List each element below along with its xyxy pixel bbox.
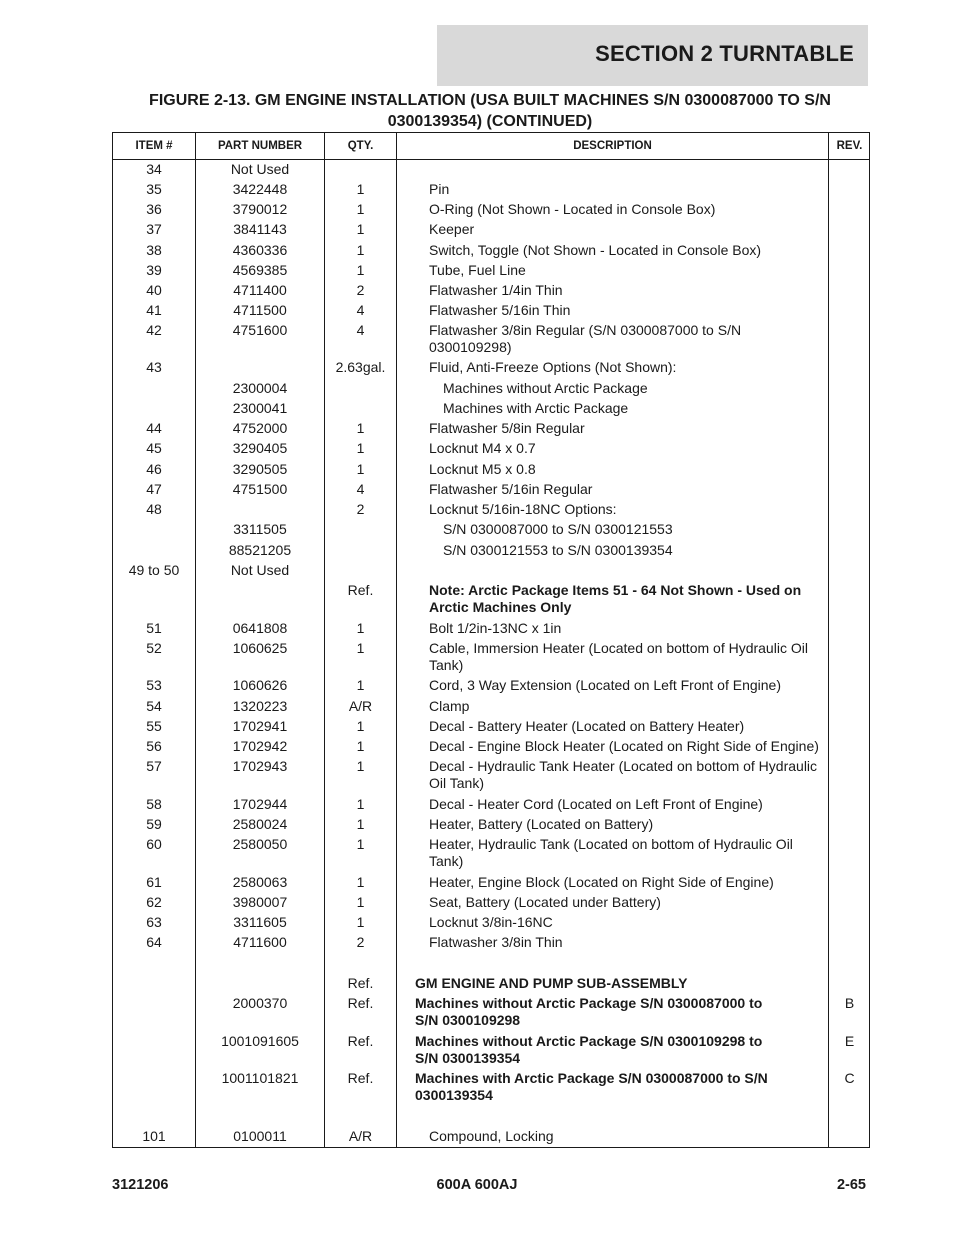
footer-model: 600A 600AJ xyxy=(436,1177,518,1193)
item-number: 59 xyxy=(146,816,162,832)
part-number: 1001091605 xyxy=(221,1033,299,1049)
item-number: 41 xyxy=(146,302,162,318)
footer-page-number: 2-65 xyxy=(836,1177,866,1193)
revision: E xyxy=(844,1033,855,1049)
item-number: 39 xyxy=(146,262,162,278)
part-number: 3290405 xyxy=(232,440,288,456)
quantity: 2 xyxy=(356,501,365,517)
description: GM ENGINE AND PUMP SUB-ASSEMBLY xyxy=(415,975,688,991)
description: S/N 0300121553 to S/N 0300139354 xyxy=(443,542,673,558)
part-number: 3311505 xyxy=(233,521,287,537)
description: Locknut M5 x 0.8 xyxy=(429,461,536,477)
part-number: 0100011 xyxy=(233,1128,287,1144)
item-number: 49 to 50 xyxy=(128,562,180,578)
item-number: 53 xyxy=(146,677,162,693)
quantity: A/R xyxy=(348,698,373,714)
quantity: Ref. xyxy=(347,975,374,991)
description: Decal - Engine Block Heater (Located on Right Side of Engine) xyxy=(429,738,819,754)
description: Fluid, Anti-Freeze Options (Not Shown): xyxy=(429,359,677,375)
description: Machines with Arctic Package S/N 0300087000 to S/N 0300139354 xyxy=(415,1070,768,1103)
part-number: 4711500 xyxy=(233,302,287,318)
quantity: 1 xyxy=(356,440,365,456)
part-number: 1702942 xyxy=(232,738,288,754)
item-number: 47 xyxy=(146,481,162,497)
quantity: 1 xyxy=(356,461,365,477)
description: Cord, 3 Way Extension (Located on Left Front of Engine) xyxy=(429,677,782,693)
quantity: 1 xyxy=(356,420,365,436)
description: Note: Arctic Package Items 51 - 64 Not Shown - Used on Arctic Machines Only xyxy=(429,582,802,615)
quantity: 1 xyxy=(356,894,365,910)
section-header xyxy=(437,25,868,86)
quantity: Ref. xyxy=(347,995,374,1011)
part-number: 1702943 xyxy=(232,758,288,774)
description: Keeper xyxy=(429,221,475,237)
description: Heater, Hydraulic Tank (Located on bottom of Hydraulic Oil Tank) xyxy=(429,836,793,869)
part-number: 1060625 xyxy=(232,640,288,656)
quantity: 1 xyxy=(356,874,365,890)
description: S/N 0300087000 to S/N 0300121553 xyxy=(443,521,673,537)
description: Flatwasher 1/4in Thin xyxy=(429,282,563,298)
description: Machines without Arctic Package S/N 0300087000 to S/N 0300109298 xyxy=(415,995,763,1028)
description: Pin xyxy=(429,181,450,197)
header-rev: REV. xyxy=(836,140,863,152)
item-number: 62 xyxy=(146,894,162,910)
part-number: 2580050 xyxy=(232,836,288,852)
quantity: 1 xyxy=(356,738,365,754)
header-item: ITEM # xyxy=(135,140,173,152)
item-number: 45 xyxy=(146,440,162,456)
part-number: 3841143 xyxy=(233,221,287,237)
part-number: 88521205 xyxy=(228,542,292,558)
quantity: 2 xyxy=(356,934,365,950)
quantity: 1 xyxy=(356,758,365,774)
part-number: 4569385 xyxy=(232,262,288,278)
revision: B xyxy=(844,995,855,1011)
quantity: 2.63gal. xyxy=(335,359,386,375)
item-number: 64 xyxy=(146,934,162,950)
quantity: 2 xyxy=(356,282,365,298)
description: Switch, Toggle (Not Shown - Located in Console Box) xyxy=(429,242,762,258)
quantity: 1 xyxy=(356,262,365,278)
part-number: Not Used xyxy=(230,562,290,578)
description: Bolt 1/2in-13NC x 1in xyxy=(429,620,562,636)
item-number: 52 xyxy=(146,640,162,656)
description: Decal - Battery Heater (Located on Battery Heater) xyxy=(429,718,745,734)
item-number: 56 xyxy=(146,738,162,754)
header-divider xyxy=(113,159,869,160)
description: Flatwasher 5/8in Regular xyxy=(429,420,585,436)
revision: C xyxy=(844,1070,855,1086)
description: Machines without Arctic Package S/N 0300109298 to S/N 0300139354 xyxy=(415,1033,763,1066)
quantity: 1 xyxy=(356,718,365,734)
part-number: 3980007 xyxy=(232,894,288,910)
part-number: Not Used xyxy=(230,161,290,177)
description: Flatwasher 3/8in Regular (S/N 0300087000 to S/N 0300109298) xyxy=(429,322,742,355)
column-divider xyxy=(396,133,397,1147)
description: Flatwasher 3/8in Thin xyxy=(429,934,563,950)
item-number: 57 xyxy=(146,758,162,774)
part-number: 2580063 xyxy=(232,874,288,890)
part-number: 3290505 xyxy=(232,461,288,477)
description: O-Ring (Not Shown - Located in Console Box) xyxy=(429,201,716,217)
quantity: 1 xyxy=(356,796,365,812)
quantity: Ref. xyxy=(347,582,374,598)
quantity: A/R xyxy=(348,1128,373,1144)
quantity: 1 xyxy=(356,836,365,852)
quantity: 1 xyxy=(356,221,365,237)
item-number: 60 xyxy=(146,836,162,852)
part-number: 4360336 xyxy=(232,242,288,258)
quantity: 1 xyxy=(356,677,365,693)
description: Decal - Heater Cord (Located on Left Front of Engine) xyxy=(429,796,763,812)
figure-title: FIGURE 2-13. GM ENGINE INSTALLATION (USA BUILT MACHINES S/N 0300087000 TO S/N 0300139354) (CONTINUED) xyxy=(149,92,831,130)
part-number: 4751600 xyxy=(232,322,288,338)
description: Heater, Engine Block (Located on Right Side of Engine) xyxy=(429,874,774,890)
part-number: 0641808 xyxy=(232,620,288,636)
part-number: 3311605 xyxy=(233,914,287,930)
part-number: 4751500 xyxy=(232,481,288,497)
description: Decal - Hydraulic Tank Heater (Located on bottom of Hydraulic Oil Tank) xyxy=(429,758,818,791)
quantity: 1 xyxy=(356,914,365,930)
quantity: 4 xyxy=(356,322,365,338)
quantity: 4 xyxy=(356,481,365,497)
quantity: 1 xyxy=(356,640,365,656)
part-number: 1001101821 xyxy=(221,1070,299,1086)
item-number: 37 xyxy=(146,221,162,237)
item-number: 43 xyxy=(146,359,162,375)
part-number: 1702941 xyxy=(232,718,288,734)
header-description: DESCRIPTION xyxy=(573,140,652,152)
part-number: 4752000 xyxy=(232,420,288,436)
description: Locknut M4 x 0.7 xyxy=(429,440,536,456)
item-number: 40 xyxy=(146,282,162,298)
item-number: 58 xyxy=(146,796,162,812)
footer-doc-number: 3121206 xyxy=(112,1177,169,1193)
part-number: 3790012 xyxy=(232,201,288,217)
description: Tube, Fuel Line xyxy=(429,262,526,278)
part-number: 2300041 xyxy=(232,400,288,416)
item-number: 46 xyxy=(146,461,162,477)
description: Compound, Locking xyxy=(429,1128,554,1144)
item-number: 54 xyxy=(146,698,162,714)
description: Flatwasher 5/16in Thin xyxy=(429,302,571,318)
quantity: Ref. xyxy=(347,1070,374,1086)
description: Locknut 3/8in-16NC xyxy=(429,914,553,930)
item-number: 63 xyxy=(146,914,162,930)
quantity: 4 xyxy=(356,302,365,318)
item-number: 42 xyxy=(146,322,162,338)
description: Clamp xyxy=(429,698,470,714)
description: Machines without Arctic Package xyxy=(443,380,648,396)
section-title: SECTION 2 TURNTABLE xyxy=(595,41,854,66)
quantity: 1 xyxy=(356,816,365,832)
part-number: 3422448 xyxy=(232,181,288,197)
item-number: 36 xyxy=(146,201,162,217)
item-number: 44 xyxy=(146,420,162,436)
item-number: 61 xyxy=(146,874,162,890)
part-number: 1320223 xyxy=(232,698,288,714)
description: Heater, Battery (Located on Battery) xyxy=(429,816,654,832)
part-number: 2000370 xyxy=(232,995,288,1011)
description: Flatwasher 5/16in Regular xyxy=(429,481,593,497)
item-number: 51 xyxy=(146,620,162,636)
part-number: 4711400 xyxy=(233,282,287,298)
quantity: 1 xyxy=(356,242,365,258)
quantity: Ref. xyxy=(347,1033,374,1049)
item-number: 48 xyxy=(146,501,162,517)
header-qty: QTY. xyxy=(347,140,374,152)
quantity: 1 xyxy=(356,201,365,217)
part-number: 1060626 xyxy=(232,677,288,693)
item-number: 38 xyxy=(146,242,162,258)
part-number: 1702944 xyxy=(232,796,288,812)
description: Cable, Immersion Heater (Located on bottom of Hydraulic Oil Tank) xyxy=(429,640,808,673)
item-number: 34 xyxy=(146,161,162,177)
header-part-number: PART NUMBER xyxy=(217,140,303,152)
quantity: 1 xyxy=(356,620,365,636)
part-number: 2580024 xyxy=(232,816,288,832)
parts-table xyxy=(112,132,870,1148)
part-number: 4711600 xyxy=(233,934,287,950)
item-number: 35 xyxy=(146,181,162,197)
quantity: 1 xyxy=(356,181,365,197)
item-number: 101 xyxy=(142,1128,166,1144)
description: Seat, Battery (Located under Battery) xyxy=(429,894,661,910)
description: Machines with Arctic Package xyxy=(443,400,629,416)
item-number: 55 xyxy=(146,718,162,734)
description: Locknut 5/16in-18NC Options: xyxy=(429,501,617,517)
part-number: 2300004 xyxy=(232,380,288,396)
